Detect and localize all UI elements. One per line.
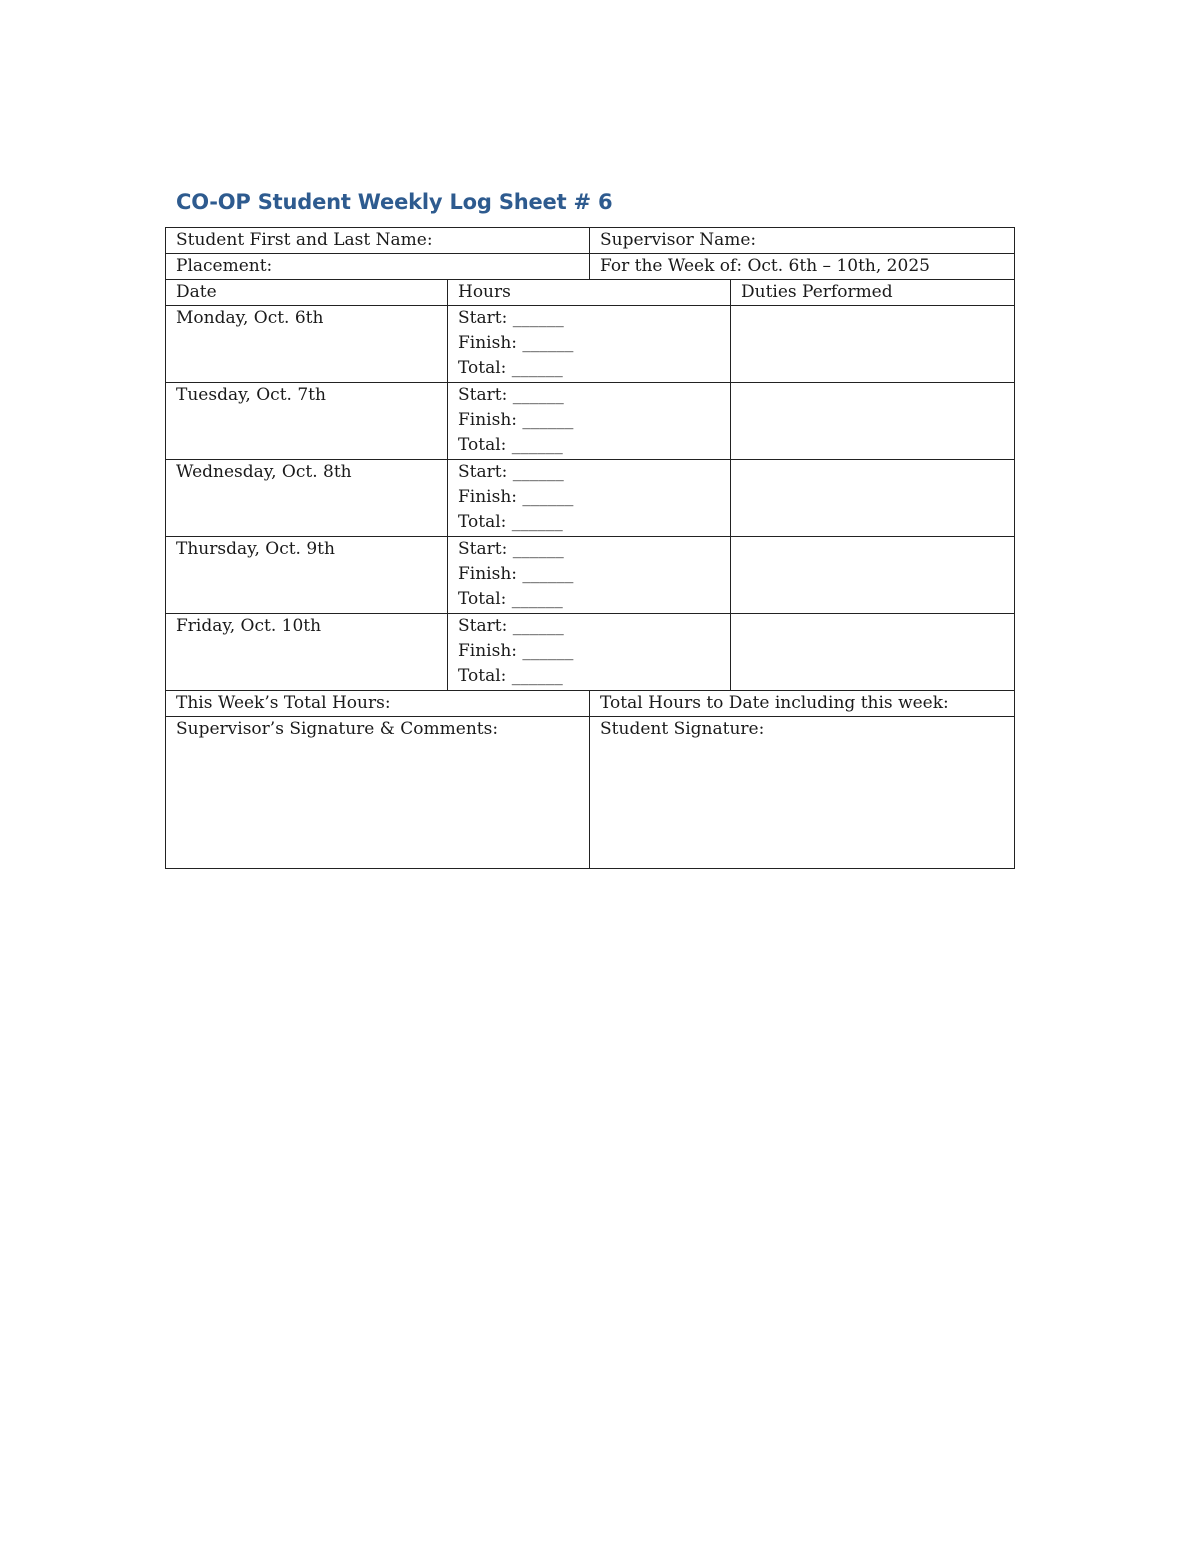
duties-column-header: Duties Performed [731, 280, 1015, 306]
day-hours-cell[interactable] [448, 460, 731, 537]
day-date-label: Monday, Oct. 6th [166, 306, 448, 383]
day-date-label: Friday, Oct. 10th [166, 614, 448, 691]
day-date-label: Tuesday, Oct. 7th [166, 383, 448, 460]
total-hours-to-date-field[interactable]: Total Hours to Date including this week: [590, 691, 1015, 717]
day-row [166, 460, 1015, 537]
duties-performed-cell[interactable] [731, 614, 1015, 691]
hours-column-header: Hours [448, 280, 731, 306]
day-hours-cell[interactable] [448, 383, 731, 460]
student-name-field[interactable]: Student First and Last Name: [166, 228, 590, 254]
hours-start-field[interactable]: Start: ______ [458, 308, 564, 328]
week-total-hours-field[interactable]: This Week’s Total Hours: [166, 691, 590, 717]
duties-performed-cell[interactable] [731, 306, 1015, 383]
totals-row [166, 691, 1015, 717]
day-date-label: Thursday, Oct. 9th [166, 537, 448, 614]
hours-total-field[interactable]: Total: ______ [458, 435, 563, 455]
placement-field[interactable]: Placement: [166, 254, 590, 280]
day-hours-cell[interactable] [448, 537, 731, 614]
hours-start-field[interactable]: Start: ______ [458, 462, 564, 482]
day-row [166, 614, 1015, 691]
hours-total-field[interactable]: Total: ______ [458, 589, 563, 609]
log-table [165, 227, 1015, 869]
hours-total-field[interactable]: Total: ______ [458, 512, 563, 532]
day-date-label: Wednesday, Oct. 8th [166, 460, 448, 537]
day-hours-cell[interactable] [448, 306, 731, 383]
hours-finish-field[interactable]: Finish: ______ [458, 487, 574, 507]
column-header-row [166, 280, 1015, 306]
day-row [166, 537, 1015, 614]
hours-start-field[interactable]: Start: ______ [458, 385, 564, 405]
duties-performed-cell[interactable] [731, 383, 1015, 460]
supervisor-name-field[interactable]: Supervisor Name: [590, 228, 1015, 254]
duties-performed-cell[interactable] [731, 460, 1015, 537]
date-column-header: Date [166, 280, 448, 306]
day-row [166, 383, 1015, 460]
hours-finish-field[interactable]: Finish: ______ [458, 333, 574, 353]
hours-finish-field[interactable]: Finish: ______ [458, 410, 574, 430]
hours-total-field[interactable]: Total: ______ [458, 666, 563, 686]
header-row-placement [166, 254, 1015, 280]
page-title: CO-OP Student Weekly Log Sheet # 6 [176, 190, 613, 214]
hours-start-field[interactable]: Start: ______ [458, 616, 564, 636]
hours-start-field[interactable]: Start: ______ [458, 539, 564, 559]
student-signature-field[interactable]: Student Signature: [590, 717, 1015, 869]
day-hours-cell[interactable] [448, 614, 731, 691]
supervisor-signature-field[interactable]: Supervisor’s Signature & Comments: [166, 717, 590, 869]
day-row [166, 306, 1015, 383]
hours-finish-field[interactable]: Finish: ______ [458, 641, 574, 661]
hours-total-field[interactable]: Total: ______ [458, 358, 563, 378]
duties-performed-cell[interactable] [731, 537, 1015, 614]
signature-row [166, 717, 1015, 869]
hours-finish-field[interactable]: Finish: ______ [458, 564, 574, 584]
week-of-label: For the Week of: Oct. 6th – 10th, 2025 [590, 254, 1015, 280]
header-row-names [166, 228, 1015, 254]
